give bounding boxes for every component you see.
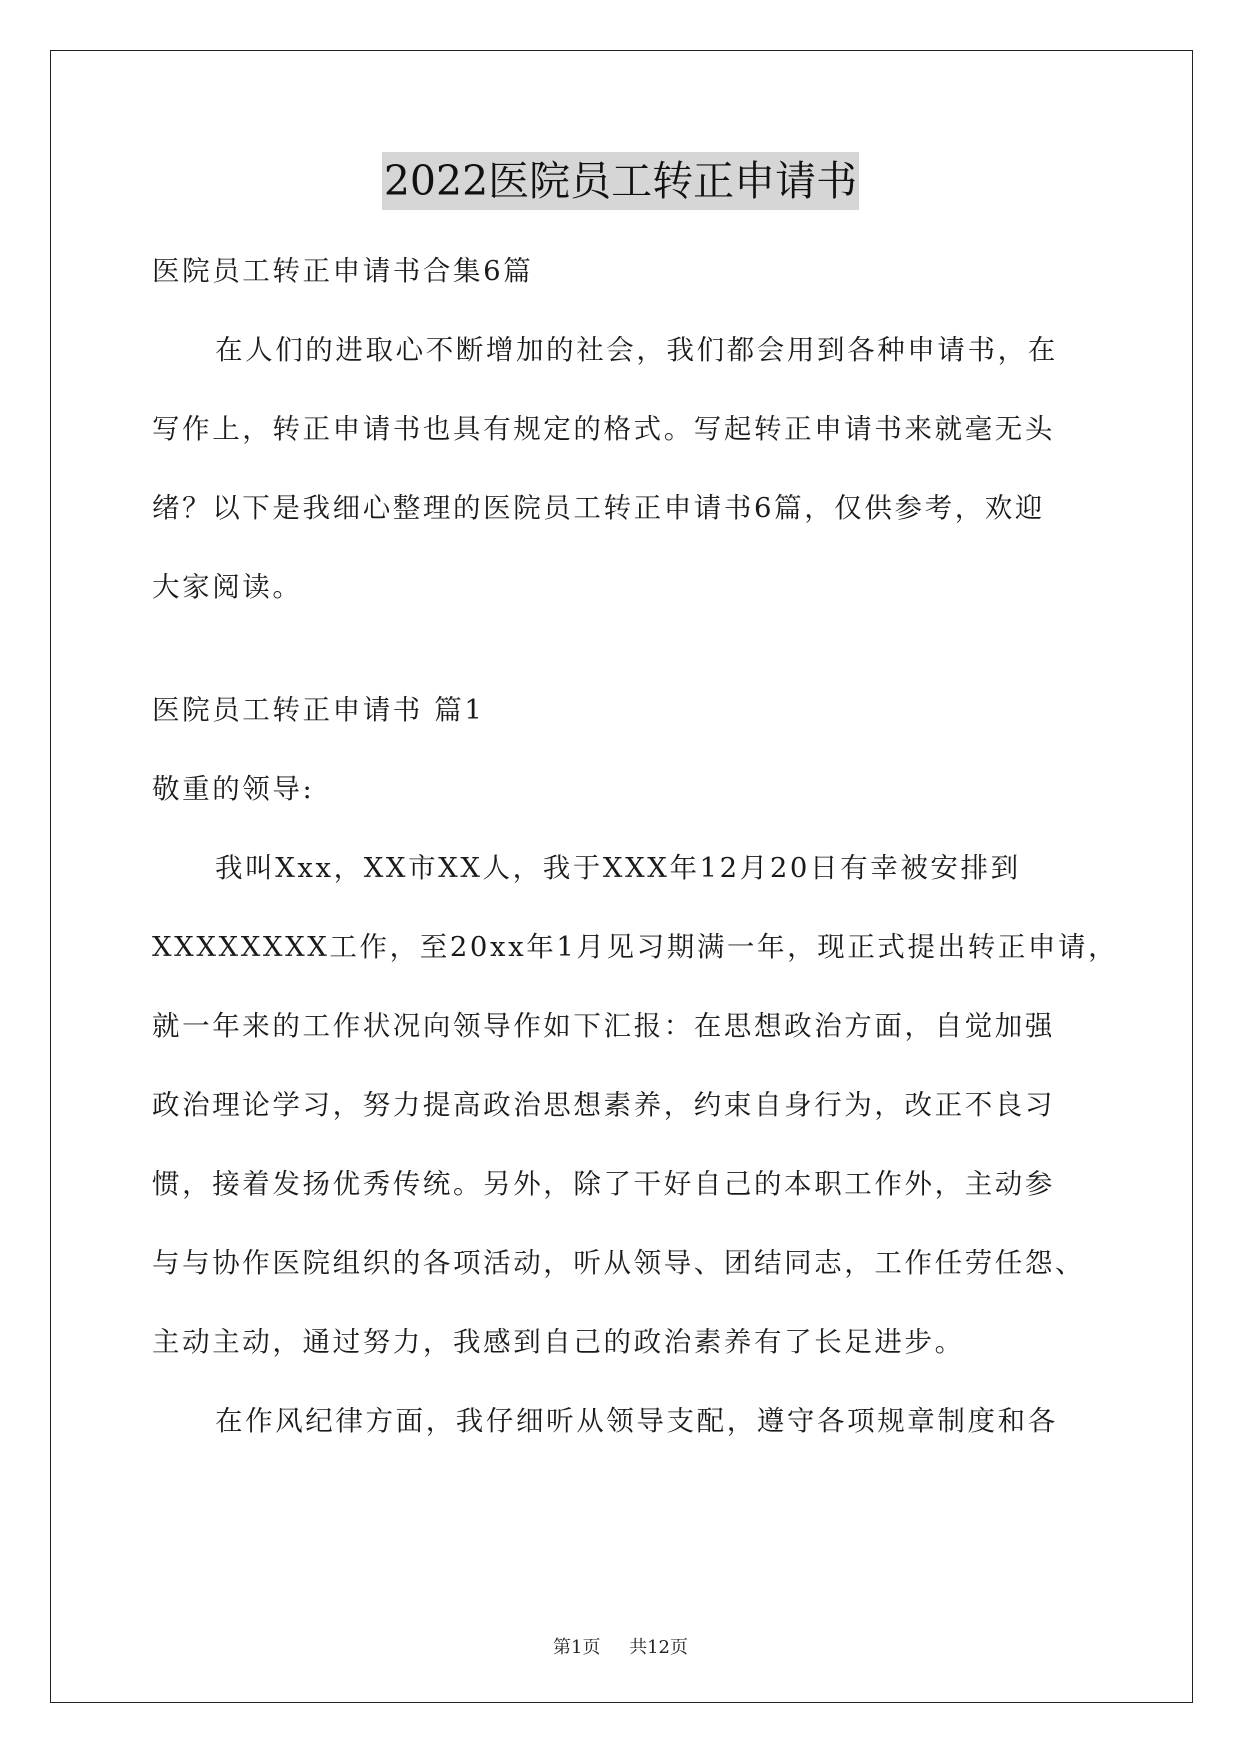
paragraph-line: 在作风纪律方面，我仔细听从领导支配，遵守各项规章制度和各 bbox=[215, 1405, 1058, 1437]
subtitle: 医院员工转正申请书合集6篇 bbox=[152, 255, 534, 287]
document-body bbox=[152, 232, 1119, 1461]
page-total: 共12页 bbox=[629, 1637, 688, 1658]
section-heading: 医院员工转正申请书 篇1 bbox=[152, 694, 485, 726]
paragraph-line: 主动主动，通过努力，我感到自己的政治素养有了长足进步。 bbox=[152, 1326, 965, 1358]
paragraph-line: 惯，接着发扬优秀传统。另外，除了干好自己的本职工作外，主动参 bbox=[152, 1168, 1055, 1200]
paragraph-line: 与与协作医院组织的各项活动，听从领导、团结同志，工作任劳任怨、 bbox=[152, 1247, 1086, 1279]
paragraph-line: 政治理论学习，努力提高政治思想素养，约束自身行为，改正不良习 bbox=[152, 1089, 1055, 1121]
document-title: 2022医院员工转正申请书 bbox=[382, 152, 859, 210]
paragraph-line: XXXXXXXX工作，至20xx年1月见习期满一年，现正式提出转正申请， bbox=[152, 931, 1119, 963]
intro-line: 在人们的进取心不断增加的社会，我们都会用到各种申请书，在 bbox=[215, 334, 1058, 366]
page-number: 第1页 bbox=[553, 1637, 601, 1658]
paragraph-line: 我叫Xxx，XX市XX人，我于XXX年12月20日有幸被安排到 bbox=[215, 852, 1021, 884]
salutation: 敬重的领导: bbox=[152, 773, 315, 805]
intro-line: 绪？以下是我细心整理的医院员工转正申请书6篇，仅供参考，欢迎 bbox=[152, 492, 1045, 524]
intro-line: 大家阅读。 bbox=[152, 571, 303, 603]
spacer bbox=[152, 627, 1092, 671]
page-footer bbox=[0, 1633, 1241, 1659]
paragraph-line: 就一年来的工作状况向领导作如下汇报：在思想政治方面，自觉加强 bbox=[152, 1010, 1055, 1042]
intro-line: 写作上，转正申请书也具有规定的格式。写起转正申请书来就毫无头 bbox=[152, 413, 1055, 445]
title-container bbox=[0, 152, 1241, 210]
